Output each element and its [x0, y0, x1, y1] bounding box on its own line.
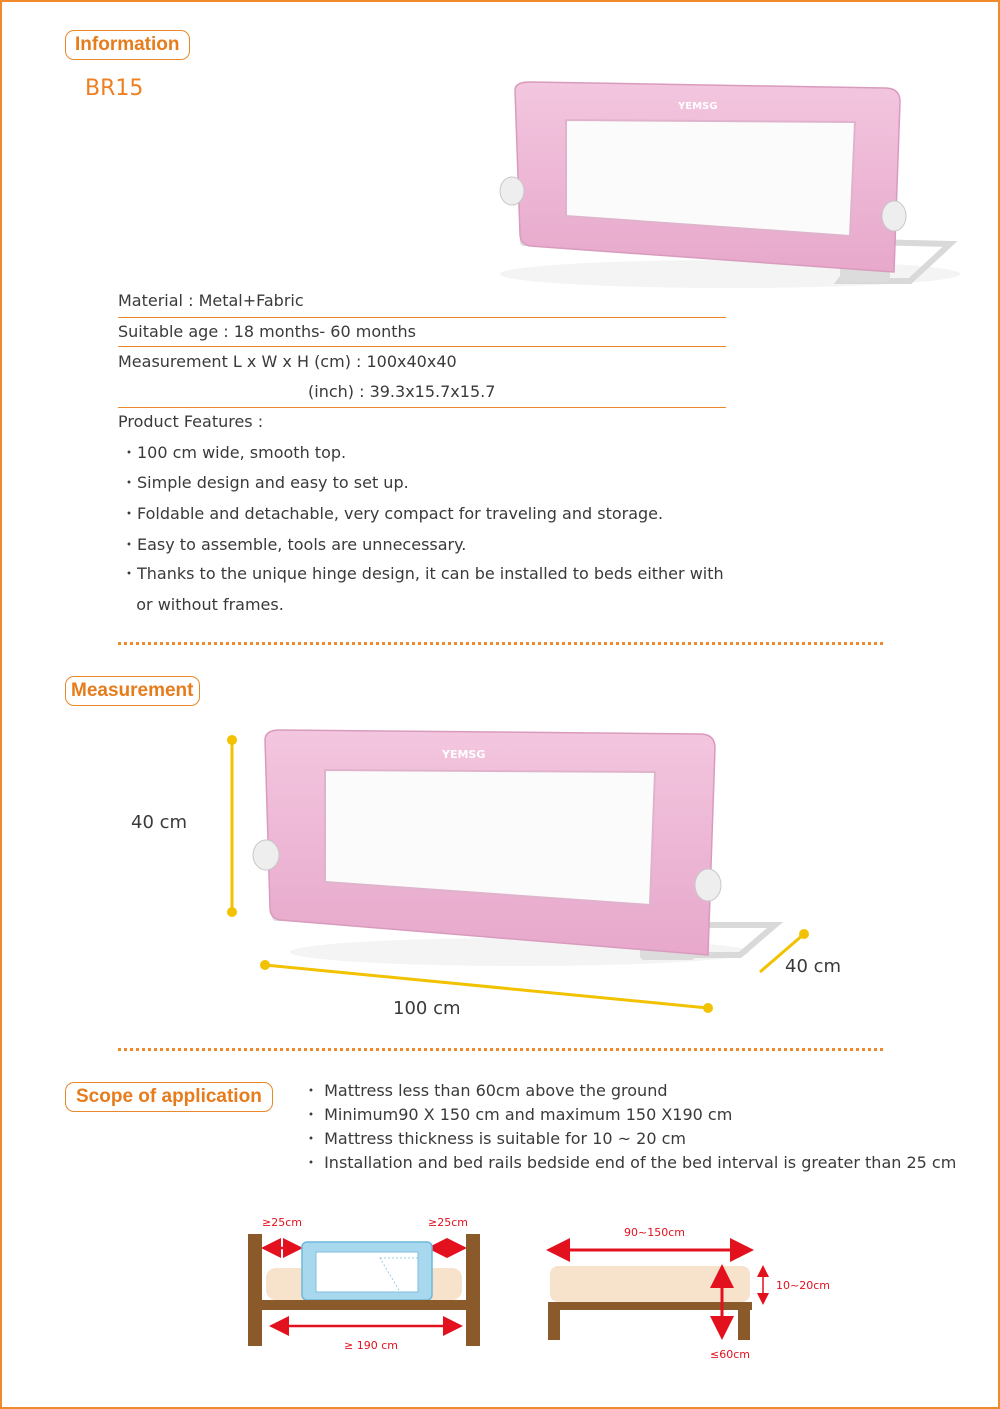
scope-badge: Scope of application — [65, 1082, 273, 1112]
spec-age: Suitable age : 18 months- 60 months — [118, 322, 416, 341]
bed-post-left — [248, 1234, 262, 1346]
feature-item: ・100 cm wide, smooth top. — [121, 443, 347, 462]
feature-item: ・Thanks to the unique hinge design, it can be installed to beds either with — [121, 564, 724, 583]
mattress — [550, 1266, 750, 1302]
section-divider — [118, 1048, 883, 1051]
measurement-badge: Measurement — [65, 676, 200, 706]
bed-post-right — [466, 1234, 480, 1346]
feature-item: ・Simple design and easy to set up. — [121, 473, 409, 492]
spec-divider — [118, 407, 726, 408]
length-label: 100 cm — [393, 998, 461, 1019]
section-divider — [118, 642, 883, 645]
mattress-size-diagram — [540, 1218, 840, 1368]
brand-logo: YEMSG — [678, 101, 718, 112]
bed-length-label: ≥ 190 cm — [344, 1339, 398, 1352]
feature-item: ・Easy to assemble, tools are unnecessary. — [121, 535, 467, 554]
scope-item: ・ Installation and bed rails bedside end of the bed interval is greater than 25 cm — [303, 1153, 957, 1172]
spec-divider — [118, 317, 726, 318]
model-number: BR15 — [85, 76, 144, 101]
thickness-label: 10~20cm — [776, 1279, 830, 1292]
scope-item: ・ Mattress thickness is suitable for 10 ~ 20 cm — [303, 1129, 686, 1148]
spec-measurement-inch: (inch) : 39.3x15.7x15.7 — [308, 382, 496, 401]
scope-item: ・ Mattress less than 60cm above the ground — [303, 1081, 668, 1100]
bed-gap-diagram — [240, 1208, 490, 1368]
gap-right-label: ≥25cm — [428, 1216, 468, 1229]
spec-material: Material : Metal+Fabric — [118, 291, 304, 310]
gap-left-label: ≥25cm — [262, 1216, 302, 1229]
spec-measurement-cm: Measurement L x W x H (cm) : 100x40x40 — [118, 352, 457, 371]
measurement-diagram — [200, 720, 840, 1030]
mattress-size-label: 90~150cm — [624, 1226, 685, 1239]
bed-frame — [262, 1300, 466, 1310]
information-badge: Information — [65, 30, 190, 60]
spec-divider — [118, 346, 726, 347]
brand-logo: YEMSG — [442, 748, 486, 761]
width-label: 40 cm — [785, 956, 842, 977]
height-label: 40 cm — [131, 812, 188, 833]
scope-item: ・ Minimum90 X 150 cm and maximum 150 X190 cm — [303, 1105, 733, 1124]
length-dimension-line — [265, 965, 708, 1008]
bed-rail-product-image — [490, 76, 970, 306]
features-title: Product Features : — [118, 412, 264, 431]
feature-item: ・Foldable and detachable, very compact for traveling and storage. — [121, 504, 664, 523]
height-limit-label: ≤60cm — [710, 1348, 750, 1361]
feature-item: or without frames. — [121, 595, 284, 614]
